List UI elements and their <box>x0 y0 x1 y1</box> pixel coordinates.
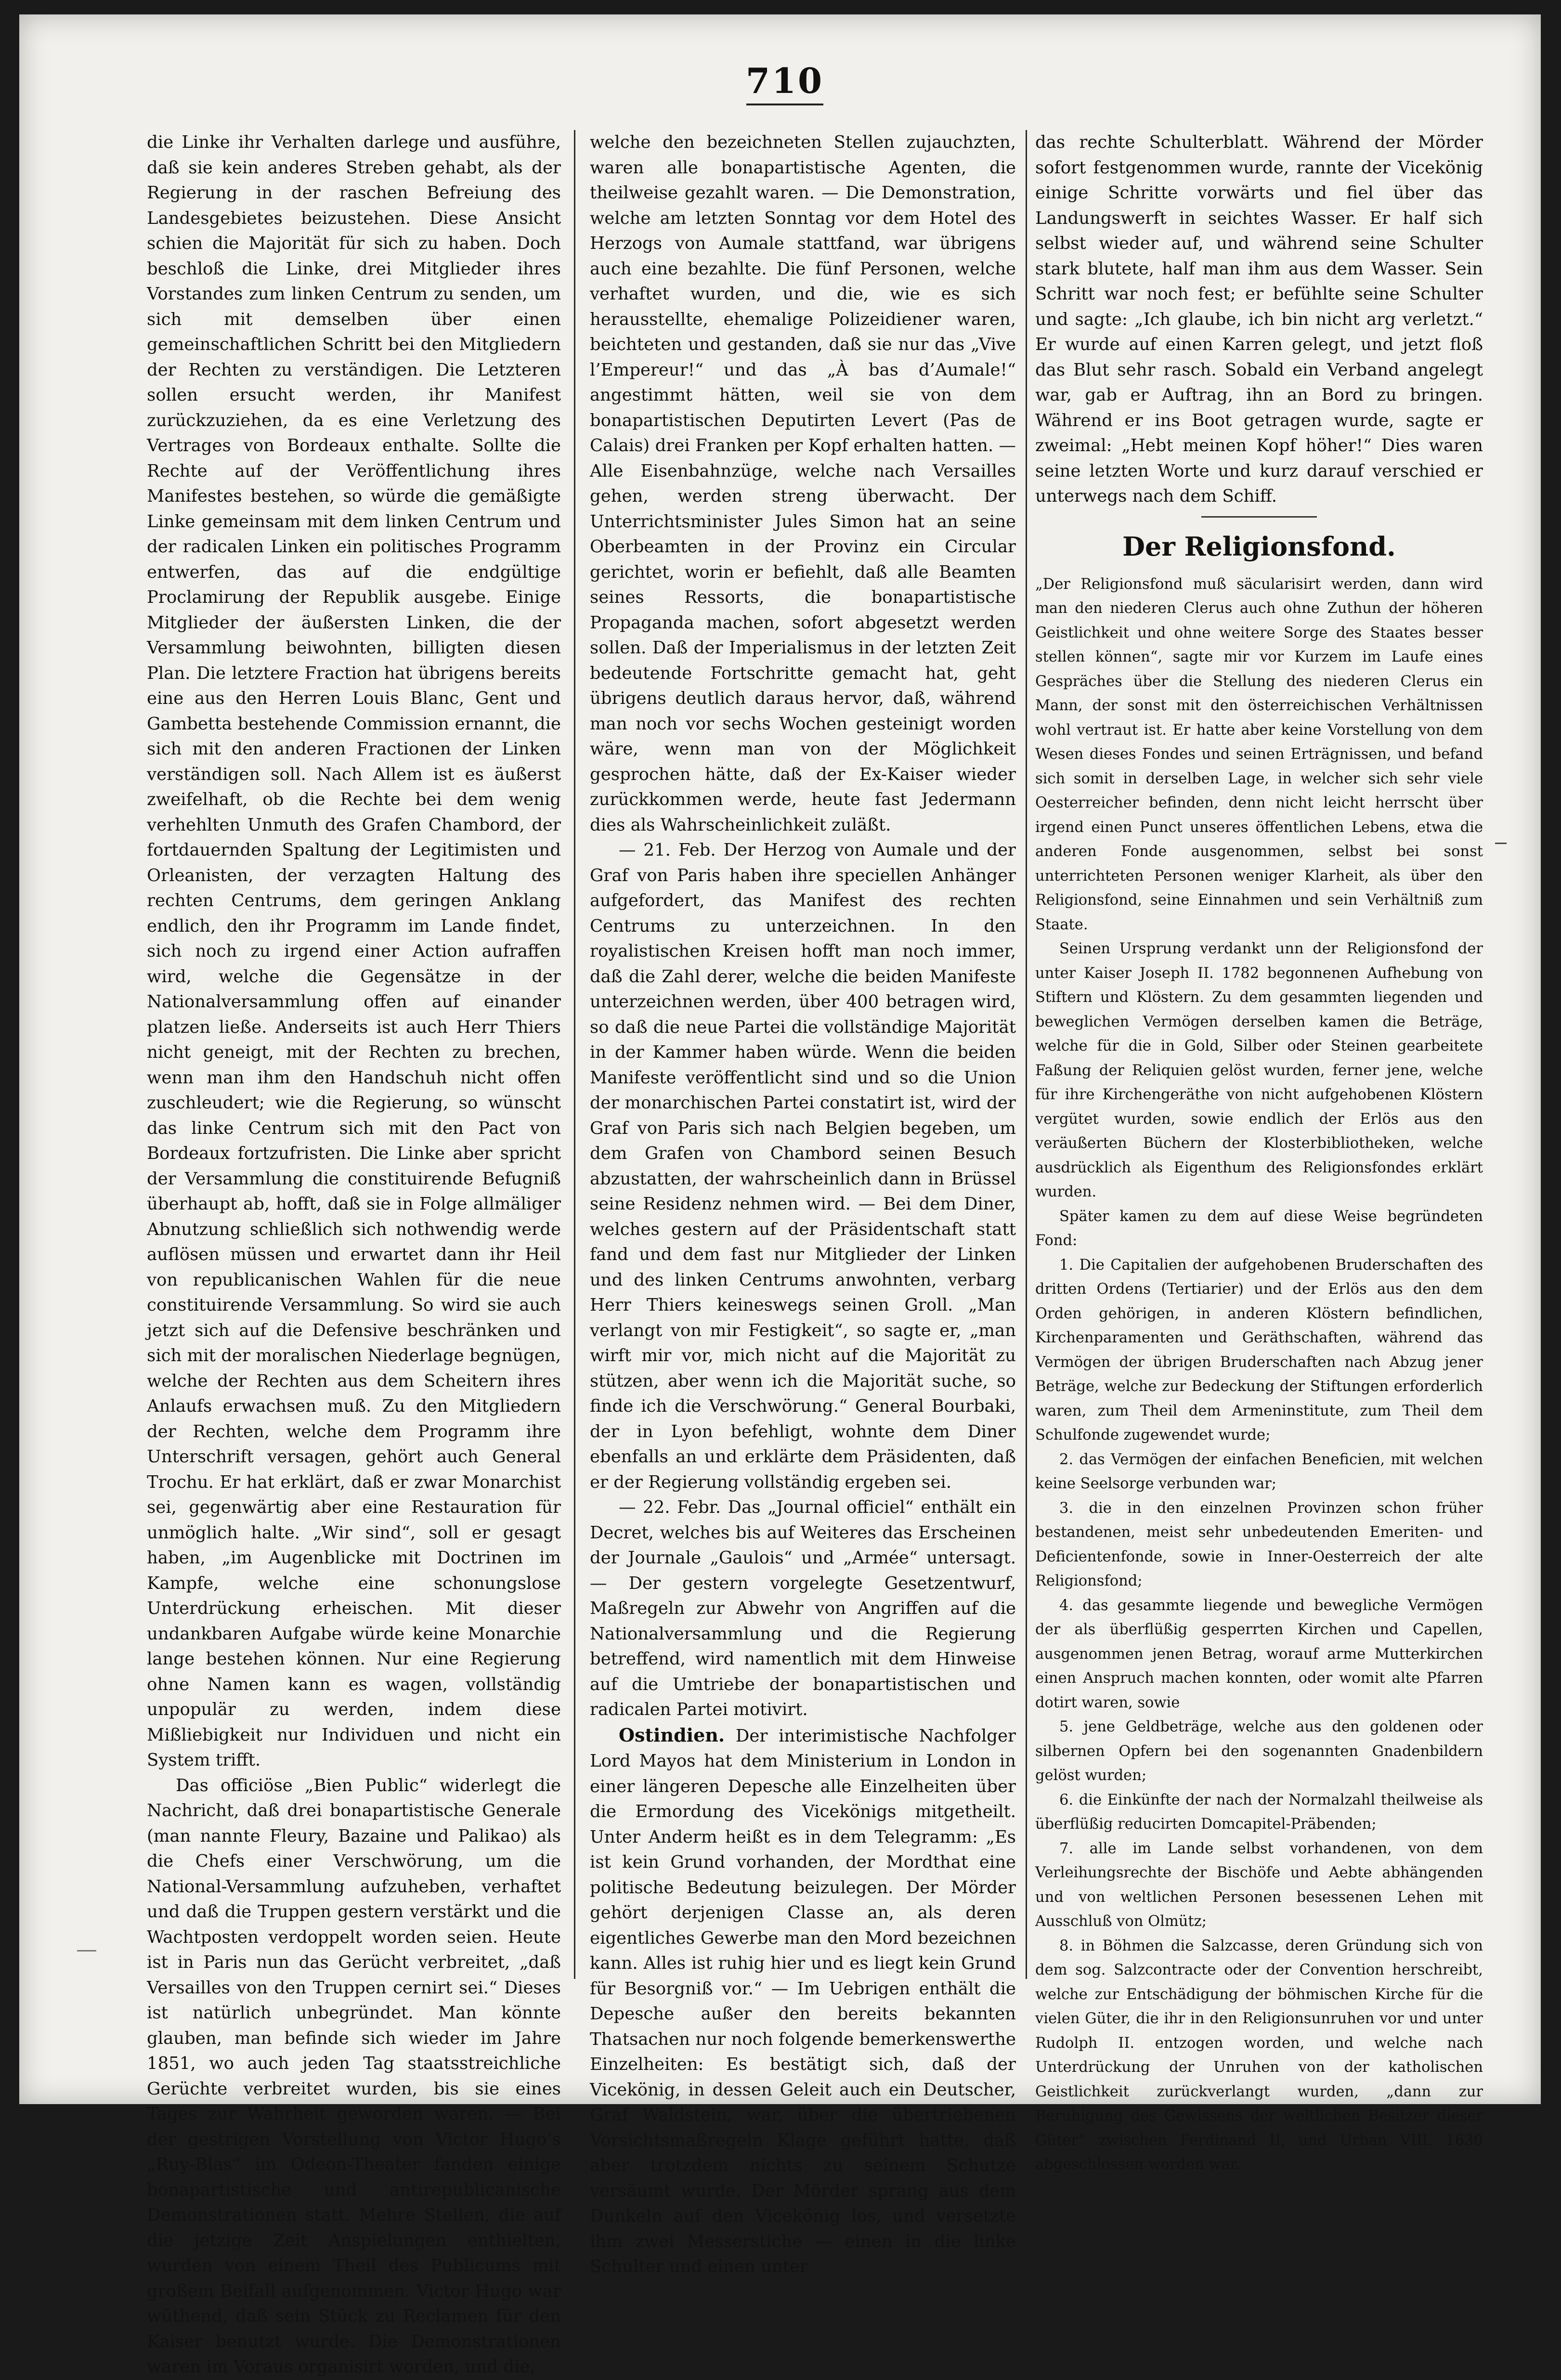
column-1 <box>147 130 561 2380</box>
article-paragraph: „Der Religionsfond muß säcularisirt werden, dann wird man den niederen Clerus auch ohne Zuthun der höheren Geistlichkeit und ohne weitere Sorge des Staates besser stellen können“, sagte mir vor Kurzem im Laufe eines Gespräches über die Stellung des niederen Clerus ein Mann, der sonst mit den österreichischen Verhältnissen wohl vertraut ist. Er hatte aber keine Vorstellung von dem Wesen dieses Fondes und seinen Erträgnissen, und befand sich somit in derselben Lage, in welcher sich sehr viele Oesterreicher befinden, denn nicht leicht herrscht über irgend einen Punct unseres öffentlichen Lebens, etwa die anderen Fonde ausgenommen, selbst bei sonst unterrichteten Personen weniger Klarheit, als über den Religionsfond, seine Einnahmen und sein Verhältniß zum Staate. <box>1035 575 1483 933</box>
page-number-underline <box>746 104 823 105</box>
paragraph-bien-public: Das officiöse „Bien Public“ widerlegt die Nachricht, daß drei bonapartistische Generale (man nannte Fleury, Bazaine und Palikao) als die Chefs einer Verschwörung, um die National-Versammlung aufzuheben, verhaftet und daß die Truppen gestern verstärkt und die Wachtposten verdoppelt worden seien. Heute ist in Paris nun das Gerücht verbreitet, „daß Versailles von den Truppen cernirt sei.“ Dieses ist natürlich unbegründet. Man könnte glauben, man befinde sich wieder im Jahre 1851, wo auch jeden Tag staatsstreichliche Gerüchte verbreitet wurden, bis sie eines Tages zur Wahrheit geworden waren. — Bei der gestrigen Vorstellung von Victor Hugo’s „Ruy-Blas“ im Odeon-Theater fanden einige bonapartistische und antirepublicanische Demonstrationen statt. Mehre Stellen, die auf die jetzige Zeit Anspielungen enthielten, wurden von einem Theil des Publicums mit großem Beifall aufgenommen. Victor Hugo war wüthend, daß sein Stück zu Reclamen für den Kaiser benutzt wurde. Die Demonstrationen waren im Voraus organisirt worden, und die, <box>147 1775 561 2377</box>
paragraph-21-feb: — 21. Feb. Der Herzog von Aumale und der Graf von Paris haben ihre speciellen Anhänger aufgefordert, das Manifest des rechten Centrums zu unterzeichnen. In den royalistischen Kreisen hofft man noch immer, daß die Zahl derer, welche die beiden Manifeste unterzeichnen werden, über 400 betragen wird, so daß die neue Partei die vollständige Majorität in der Kammer haben würde. Wenn die beiden Manifeste veröffentlicht sind und so die Union der monarchischen Partei constatirt ist, wird der Graf von Paris sich nach Belgien begeben, um dem Grafen von Chambord seinen Besuch abzustatten, der wahrscheinlich dann in Brüssel seine Residenz nehmen wird. — Bei dem Diner, welches gestern auf der Präsidentschaft statt fand und dem fast nur Mitglieder der Linken und des linken Centrums anwohnten, verbarg Herr Thiers keineswegs seinen Groll. „Man verlangt von mir Festigkeit“, so sagte er, „man wirft mir vor, mich nicht auf die Majorität zu stützen, aber wenn ich die Majorität suche, so finde ich die Verschwörung.“ General Bourbaki, der in Lyon befehligt, wohnte dem Diner ebenfalls an und erklärte dem Präsidenten, daß er der Regierung vollständig ergeben sei. <box>590 840 1016 1492</box>
article-heading: Der Religionsfond. <box>1122 531 1396 562</box>
paragraph-ostindien <box>590 1723 1016 2280</box>
column-3 <box>1035 130 1483 2177</box>
column-divider-2 <box>1026 130 1027 1979</box>
paragraph-viceroy-continued: das rechte Schulterblatt. Während der Mörder sofort festgenommen wurde, rannte der Vicekönig einige Schritte vorwärts und fiel über das Landungswerft in seichtes Wasser. Er half sich selbst wieder auf, und während seine Schulter stark blutete, half man ihm aus dem Wasser. Sein Schritt war noch fest; er befühlte seine Schulter und sagte: „Ich glaube, ich bin nicht arg verletzt.“ Er wurde auf einen Karren gelegt, und jetzt floß das Blut sehr rasch. Sobald ein Verband angelegt war, gab er Auftrag, ihn an Bord zu bringen. Während er ins Boot getragen wurde, sagte er zweimal: „Hebt meinen Kopf höher!“ Dies waren seine letzten Worte und kurz darauf verschied er unterwegs nach dem Schiff. <box>1035 132 1483 506</box>
column-divider-1 <box>574 130 575 1979</box>
article-paragraph: Seinen Ursprung verdankt unn der Religionsfond der unter Kaiser Joseph II. 1782 begonnenen Aufhebung von Stiftern und Klöstern. Zu dem gesammten liegenden und beweglichen Vermögen derselben kamen die Beträge, welche für die in Gold, Silber oder Steinen gearbeitete Faßung der Reliquien gelöst wurden, ferner jene, welche für ihre Kirchengeräthe von nicht aufgehobenen Klöstern vergütet wurden, sowie endlich der Erlös aus den veräußerten Büchern der Klosterbibliotheken, welche ausdrücklich als Eigenthum des Religionsfondes erklärt wurden. <box>1035 940 1483 1200</box>
margin-mark <box>1495 843 1507 844</box>
column-2 <box>590 130 1016 2280</box>
paragraph-demonstrations: welche den bezeichneten Stellen zujauchzten, waren alle bonapartistische Agenten, die theilweise gezahlt waren. — Die Demonstration, welche am letzten Sonntag vor dem Hotel des Herzogs von Aumale stattfand, war übrigens auch eine bezahlte. Die fünf Personen, welche verhaftet wurden, und die, wie es sich herausstellte, ehemalige Polizeidiener waren, beichteten und gestanden, daß sie nur das „Vive l’Empereur!“ und das „À bas d’Aumale!“ angestimmt hätten, weil sie von dem bonapartistischen Deputirten Levert (Pas de Calais) drei Franken per Kopf erhalten hatten. — Alle Eisenbahnzüge, welche nach Versailles gehen, werden streng überwacht. Der Unterrichtsminister Jules Simon hat an seine Oberbeamten in der Provinz ein Circular gerichtet, worin er befiehlt, daß alle Beamten seines Ressorts, die bonapartistische Propaganda machen, sofort abgesetzt werden sollen. Daß der Imperialismus in der letzten Zeit bedeutende Fortschritte gemacht hat, geht übrigens deutlich daraus hervor, daß, während man noch vor sechs Wochen gesteinigt worden wäre, wenn man von der Möglichkeit gesprochen hätte, daß der Ex-Kaiser wieder zurückkommen werde, heute fast Jedermann dies als Wahrscheinlichkeit zuläßt. <box>590 132 1016 835</box>
list-item: 5. jene Geldbeträge, welche aus den goldenen oder silbernen Opfern bei den sogenannten Gnadenbildern gelöst wurden; <box>1035 1718 1483 1784</box>
list-item: 1. Die Capitalien der aufgehobenen Bruderschaften des dritten Ordens (Tertiarier) und der Erlös aus den dem Orden gehörigen, in anderen Klöstern befindlichen, Kirchenparamenten und Geräthschaften, während das Vermögen der übrigen Bruderschaften nach Abzug jener Beträge, welche zur Bedeckung der Stiftungen erforderlich waren, zum Theil dem Armeninstitute, zum Theil dem Schulfonde zugewendet wurde; <box>1035 1256 1483 1444</box>
list-item: 3. die in den einzelnen Provinzen schon früher bestandenen, meist sehr unbedeutenden Emeriten- und Deficientenfonde, sowie in Inner-Oesterreich der alte Religionsfond; <box>1035 1499 1483 1589</box>
religionsfond-article <box>1035 572 1483 2177</box>
paragraph-france-continued: die Linke ihr Verhalten darlege und ausführe, daß sie kein anderes Streben gehabt, als der Regierung in der raschen Befreiung des Landesgebietes beizustehen. Diese Ansicht schien die Majorität für sich zu haben. Doch beschloß die Linke, drei Mitglieder ihres Vorstandes zum linken Centrum zu senden, um sich mit demselben über einen gemeinschaftlichen Schritt bei den Mitgliedern der Rechten zu verständigen. Die Letzteren sollen ersucht werden, ihr Manifest zurückzuziehen, da es eine Verletzung des Vertrages von Bordeaux enthalte. Sollte die Rechte auf der Veröffentlichung ihres Manifestes bestehen, so würde die gemäßigte Linke gemeinsam mit dem linken Centrum und der radicalen Linken ein politisches Programm entwerfen, das auf die endgültige Proclamirung der Republik ausgebe. Einige Mitglieder der äußersten Linken, die der Versammlung beiwohnten, billigten diesen Plan. Die letztere Fraction hat übrigens bereits eine aus den Herren Louis Blanc, Gent und Gambetta bestehende Commission ernannt, die sich mit den anderen Fractionen der Linken verständigen soll. Nach Allem ist es äußerst zweifelhaft, ob die Rechte bei dem wenig verhehlten Unmuth des Grafen Chambord, der fortdauernden Spaltung der Legitimisten und Orleanisten, der verzagten Haltung des rechten Centrums, dem geringen Anklang endlich, den ihr Programm im Lande findet, sich noch zu irgend einer Action aufraffen wird, welche die Gegensätze in der Nationalversammlung offen auf einander platzen ließe. Anderseits ist auch Herr Thiers nicht geneigt, mit der Rechten zu brechen, wenn man ihm den Handschuh nicht offen zuschleudert; wie die Regierung, so wünscht das linke Centrum sich mit den Pact von Bordeaux fortzufristen. Die Linke aber spricht der Versammlung die constituirende Befugniß überhaupt ab, hofft, daß sie in Folge allmäliger Abnutzung schließlich sich nothwendig werde auflösen müssen und erwartet dann ihr Heil von republicanischen Wahlen für die neue constituirende Versammlung. So wird sie auch jetzt sich auf die Defensive beschränken und sich mit der moralischen Niederlage begnügen, welche der Rechten aus dem Scheitern ihres Anlaufs erwachsen muß. Zu den Mitgliedern der Rechten, welche dem Programm ihre Unterschrift versagen, gehört auch General Trochu. Er hat erklärt, daß er zwar Monarchist sei, gegenwärtig aber eine Restauration für unmöglich halte. „Wir sind“, soll er gesagt haben, „im Augenblicke mit Doctrinen im Kampfe, welche eine schonungslose Unterdrückung erheischen. Mit dieser undankbaren Aufgabe würde keine Monarchie lange bestehen können. Nur eine Regierung ohne Namen kann es wagen, vollständig unpopulär zu werden, indem diese Mißliebigkeit nur Individuen und nicht ein System trifft. <box>147 132 561 1770</box>
ostindien-text: Der interimistische Nachfolger Lord Mayos hat dem Ministerium in London in einer längeren Depesche alle Einzelheiten über die Ermordung des Vicekönigs mitgetheilt. Unter Anderm heißt es in dem Telegramm: „Es ist kein Grund vorhanden, der Mordthat eine politische Bedeutung beizulegen. Der Mörder gehört derjenigen Classe an, als deren eigentliches Gewerbe man den Mord bezeichnen kann. Alles ist ruhig hier und es liegt kein Grund für Besorgniß vor.“ — Im Uebrigen enthält die Depesche außer den bereits bekannten Thatsachen nur noch folgende bemerkenswerthe Einzelheiten: Es bestätigt sich, daß der Vicekönig, in dessen Geleit auch ein Deutscher, Graf Waldstein, war, über die übertriebenen Vorsichtsmaßregeln Klage geführt hatte, daß aber trotzdem nichts zu seinem Schutze versäumt wurde. Der Mörder sprang aus dem Dunkeln auf den Vicekönig los, und versetzte ihm zwei Messerstiche — einen in die linke Schulter und einen unter <box>590 1726 1016 2276</box>
list-item: 8. in Böhmen die Salzcasse, deren Gründung sich von dem sog. Salzcontracte oder der Convention herschreibt, welche zur Entschädigung der böhmischen Kirche für die vielen Güter, die ihr in den Religionsunruhen vor und unter Rudolph II. entzogen worden, und welche nach Unterdrückung der Unruhen von der katholischen Geistlichkeit zurückverlangt wurden, „dann zur Beruhigung des Gewissens der weltlichen Besitzer dieser Güter“ zwischen Ferdinand II, und Urban VIII. 1630 abgeschlossen worden war. <box>1035 1937 1483 2173</box>
section-head-ostindien: Ostindien. <box>619 1724 725 1746</box>
section-divider <box>1201 516 1317 518</box>
paragraph-22-feb: — 22. Febr. Das „Journal officiel“ enthält ein Decret, welches bis auf Weiteres das Erscheinen der Journale „Gaulois“ und „Armée“ untersagt. — Der gestern vorgelegte Gesetzentwurf, Maßregeln zur Abwehr von Angriffen auf die Nationalversammlung und die Regierung betreffend, wird namentlich mit dem Hinweise auf die Umtriebe der bonapartistischen und radicalen Partei motivirt. <box>590 1497 1016 1719</box>
list-item: 7. alle im Lande selbst vorhandenen, von dem Verleihungsrechte der Bischöfe und Aebte abhängenden und von weltlichen Personen besessenen Lehen mit Ausschluß von Olmütz; <box>1035 1840 1483 1930</box>
list-item: 6. die Einkünfte der nach der Normalzahl theilweise als überflüßig reducirten Domcapitel-Präbenden; <box>1035 1791 1483 1833</box>
list-item: 4. das gesammte liegende und bewegliche Vermögen der als überflüßig gesperrten Kirchen und Capellen, ausgenommen jenen Betrag, worauf arme Mutterkirchen einen Anspruch machen konnten, oder womit alte Pfarren dotirt waren, sowie <box>1035 1597 1483 1711</box>
newspaper-page <box>19 14 1541 2377</box>
list-item: 2. das Vermögen der einfachen Beneficien, mit welchen keine Seelsorge verbunden war; <box>1035 1451 1483 1492</box>
margin-mark <box>77 1950 96 1951</box>
page-number: 710 <box>745 60 824 101</box>
article-paragraph: Später kamen zu dem auf diese Weise begründeten Fond: <box>1035 1208 1483 1249</box>
